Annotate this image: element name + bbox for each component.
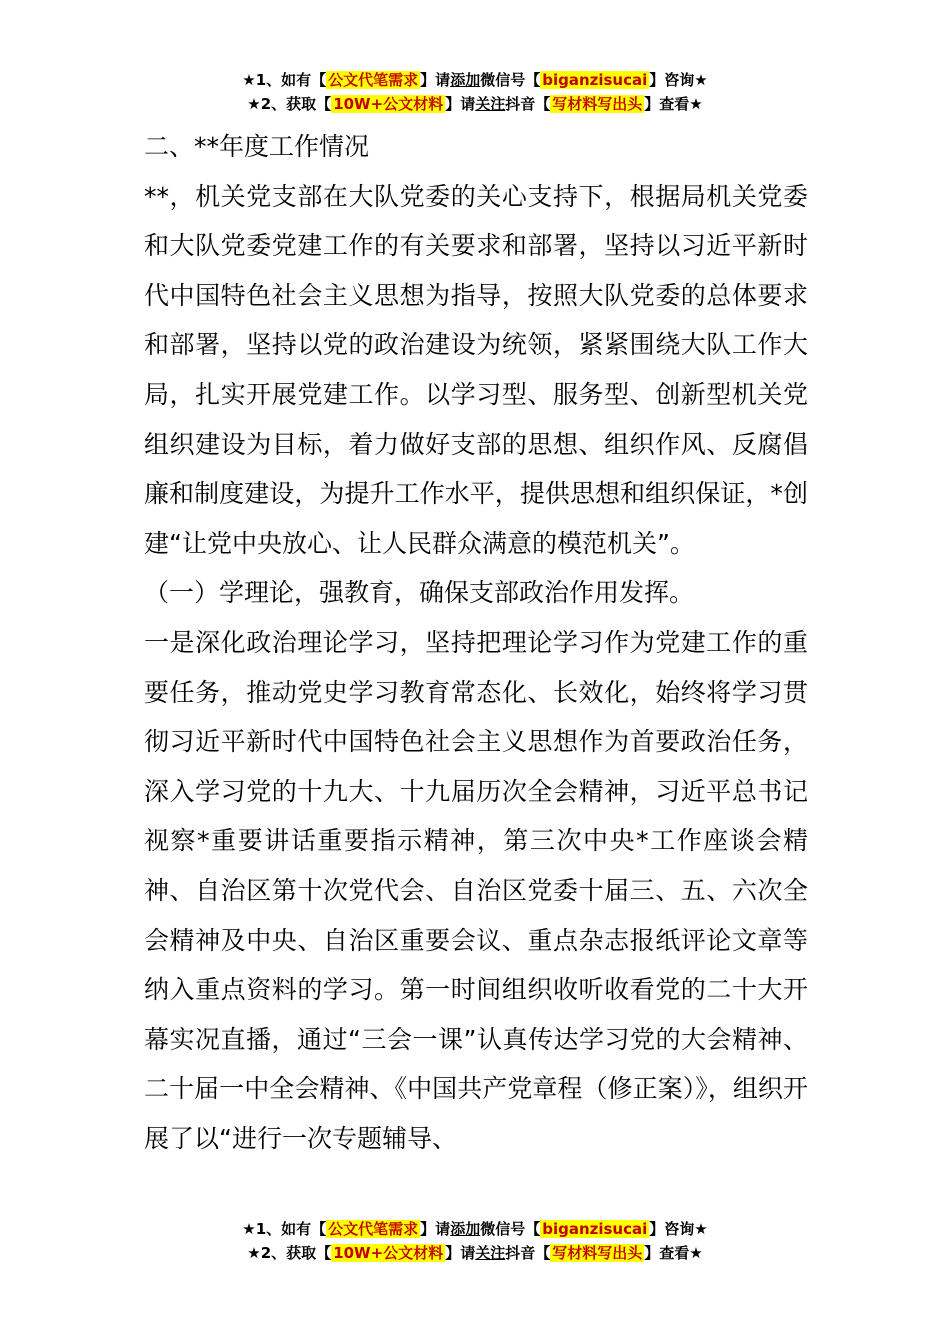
banner-text: 】请 — [445, 1244, 476, 1262]
banner-emphasis: 关注 — [475, 95, 506, 113]
banner-line-2 — [0, 92, 950, 116]
bottom-banner — [0, 1217, 950, 1265]
paragraph: 一是深化政治理论学习，坚持把理论学习作为党建工作的重要任务，推动党史学习教育常态化、长效化，始终将学习贯彻习近平新时代中国特色社会主义思想作为首要政治任务，深入学习党的十九大、十九届历次全会精神，习近平总书记视察*重要讲话重要指示精神，第三次中央*工作座谈会精神、自治区第十次党代会、自治区党委十届三、五、六次全会精神及中央、自治区重要会议、重点杂志报纸评论文章等纳入重点资料的学习。第一时间组织收听收看党的二十大开幕实况直播，通过“三会一课”认真传达学习党的大会精神、二十届一中全会精神、《中国共产党章程（修正案）》，组织开展了以“进行一次专题辅导、 — [144, 627, 808, 1153]
paragraph: **，机关党支部在大队党委的关心支持下，根据局机关党委和大队党委党建工作的有关要求和部署，坚持以习近平新时代中国特色社会主义思想为指导，按照大队党委的总体要求和部署，坚持以党的政治建设为统领，紧紧围绕大队工作大局，扎实开展党建工作。以学习型、服务型、创新型机关党组织建设为目标，着力做好支部的思想、组织作风、反腐倡廉和制度建设，为提升工作水平，提供思想和组织保证，*创建“让党中央放心、让人民群众满意的模范机关”。 — [144, 181, 808, 558]
banner-text: 】咨询★ — [649, 1220, 708, 1238]
banner-highlight: 公文代笔需求 — [328, 1220, 419, 1238]
banner-text: 抖音【 — [505, 1244, 551, 1262]
banner-line-2 — [0, 1241, 950, 1265]
banner-text: ★2、获取【 — [247, 95, 332, 113]
banner-emphasis: 关注 — [475, 1244, 506, 1262]
banner-emphasis: 添加 — [450, 1220, 481, 1238]
banner-highlight: 10W+公文材料 — [333, 95, 444, 113]
banner-text: 微信号【 — [480, 71, 541, 89]
banner-text: 】请 — [420, 1220, 451, 1238]
banner-text: ★1、如有【 — [242, 71, 327, 89]
section-title: 二、**年度工作情况 — [144, 132, 370, 161]
banner-text: 】请 — [445, 95, 476, 113]
banner-highlight: biganzisucai — [542, 71, 648, 89]
document-body — [144, 122, 808, 1163]
banner-emphasis: 添加 — [450, 71, 481, 89]
banner-text: 】请 — [420, 71, 451, 89]
banner-text: 】查看★ — [644, 1244, 703, 1262]
banner-text: ★1、如有【 — [242, 1220, 327, 1238]
banner-text: 】咨询★ — [649, 71, 708, 89]
banner-text: 微信号【 — [480, 1220, 541, 1238]
banner-line-1 — [0, 1217, 950, 1241]
subheading: （一）学理论，强教育，确保支部政治作用发挥。 — [144, 578, 695, 608]
banner-text: ★2、获取【 — [247, 1244, 332, 1262]
banner-highlight: biganzisucai — [542, 1220, 648, 1238]
banner-text: 】查看★ — [644, 95, 703, 113]
banner-highlight: 写材料写出头 — [552, 1244, 643, 1262]
banner-text: 抖音【 — [505, 95, 551, 113]
top-banner — [0, 68, 950, 116]
banner-line-1 — [0, 68, 950, 92]
banner-highlight: 公文代笔需求 — [328, 71, 419, 89]
banner-highlight: 写材料写出头 — [552, 95, 643, 113]
banner-highlight: 10W+公文材料 — [333, 1244, 444, 1262]
